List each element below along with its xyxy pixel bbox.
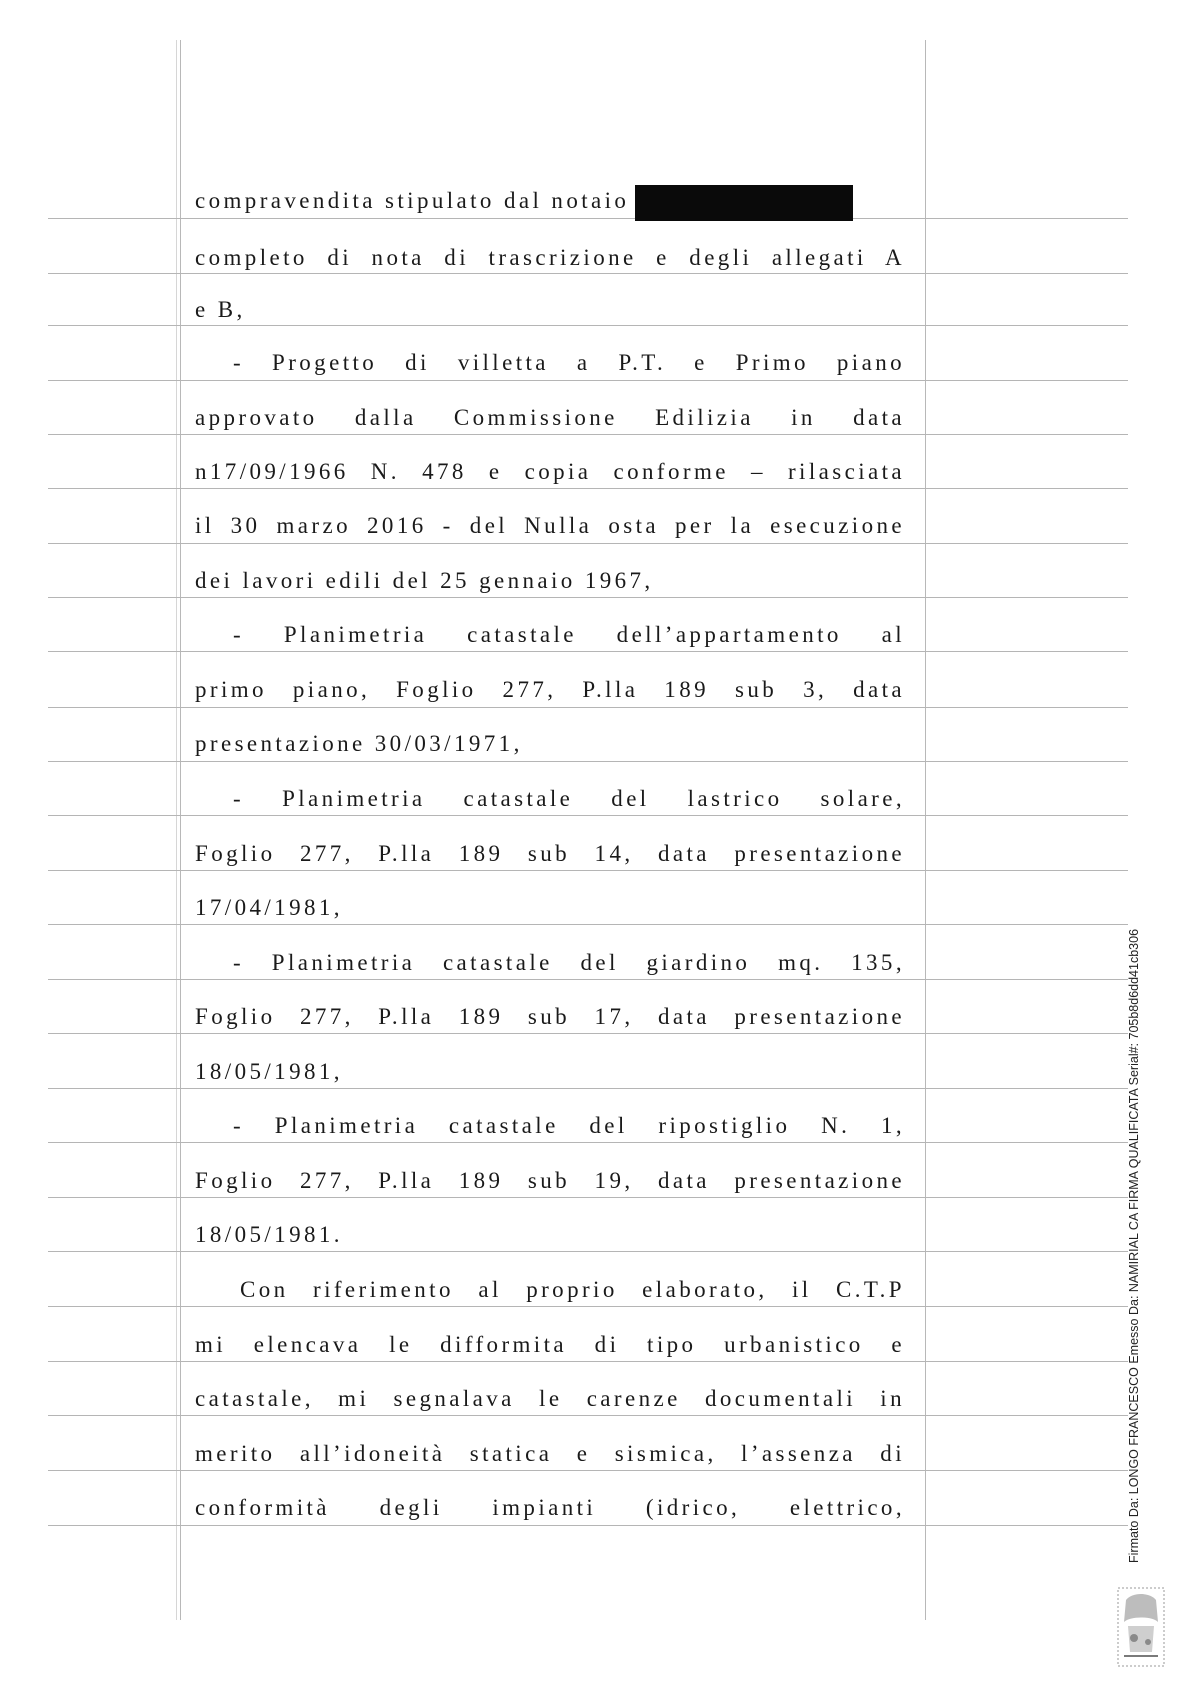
left-margin-line <box>180 40 181 1620</box>
text-line: 18/05/1981, <box>195 1059 343 1084</box>
text-line: conformità degli impianti (idrico, elettrico, <box>195 1495 905 1520</box>
right-margin-line <box>925 40 926 1620</box>
text-line: n17/09/1966 N. 478 e copia conforme – rilasciata <box>195 459 905 484</box>
signature-seal-icon <box>1112 1582 1170 1672</box>
text-line: presentazione 30/03/1971, <box>195 731 523 756</box>
text-line: - Planimetria catastale del giardino mq. 135, <box>233 950 905 975</box>
text-line: dei lavori edili del 25 gennaio 1967, <box>195 568 654 593</box>
text-line: approvato dalla Commissione Edilizia in data <box>195 405 905 430</box>
text-line: Foglio 277, P.lla 189 sub 17, data presentazione <box>195 1004 905 1029</box>
left-margin-line-inner <box>176 40 177 1620</box>
signature-text: Firmato Da: LONGO FRANCESCO Emesso Da: NAMIRIAL CA FIRMA QUALIFICATA Serial#: 705b8d6dd41cb306 <box>1127 928 1141 1563</box>
text-line: mi elencava le difformita di tipo urbanistico e <box>195 1332 905 1357</box>
redaction-block <box>635 185 853 221</box>
text-line: Foglio 277, P.lla 189 sub 19, data presentazione <box>195 1168 905 1193</box>
text-line: - Planimetria catastale dell’appartamento al <box>233 622 905 647</box>
text-line: - Progetto di villetta a P.T. e Primo piano <box>233 350 905 375</box>
text-line: catastale, mi segnalava le carenze documentali in <box>195 1386 905 1411</box>
text-line: il 30 marzo 2016 - del Nulla osta per la esecuzione <box>195 513 905 538</box>
text-line: - Planimetria catastale del lastrico solare, <box>233 786 905 811</box>
text-line: primo piano, Foglio 277, P.lla 189 sub 3, data <box>195 677 905 702</box>
text-line: 18/05/1981. <box>195 1222 343 1247</box>
text-line: merito all’idoneità statica e sismica, l’assenza di <box>195 1441 905 1466</box>
text-line: Con riferimento al proprio elaborato, il C.T.P <box>240 1277 905 1302</box>
text-line: - Planimetria catastale del ripostiglio N. 1, <box>233 1113 905 1138</box>
text-line: 17/04/1981, <box>195 895 343 920</box>
text-line: e B, <box>195 297 246 322</box>
text-line: completo di nota di trascrizione e degli allegati A <box>195 245 905 270</box>
text-line: Foglio 277, P.lla 189 sub 14, data presentazione <box>195 841 905 866</box>
text-line: compravendita stipulato dal notaio <box>195 181 905 221</box>
